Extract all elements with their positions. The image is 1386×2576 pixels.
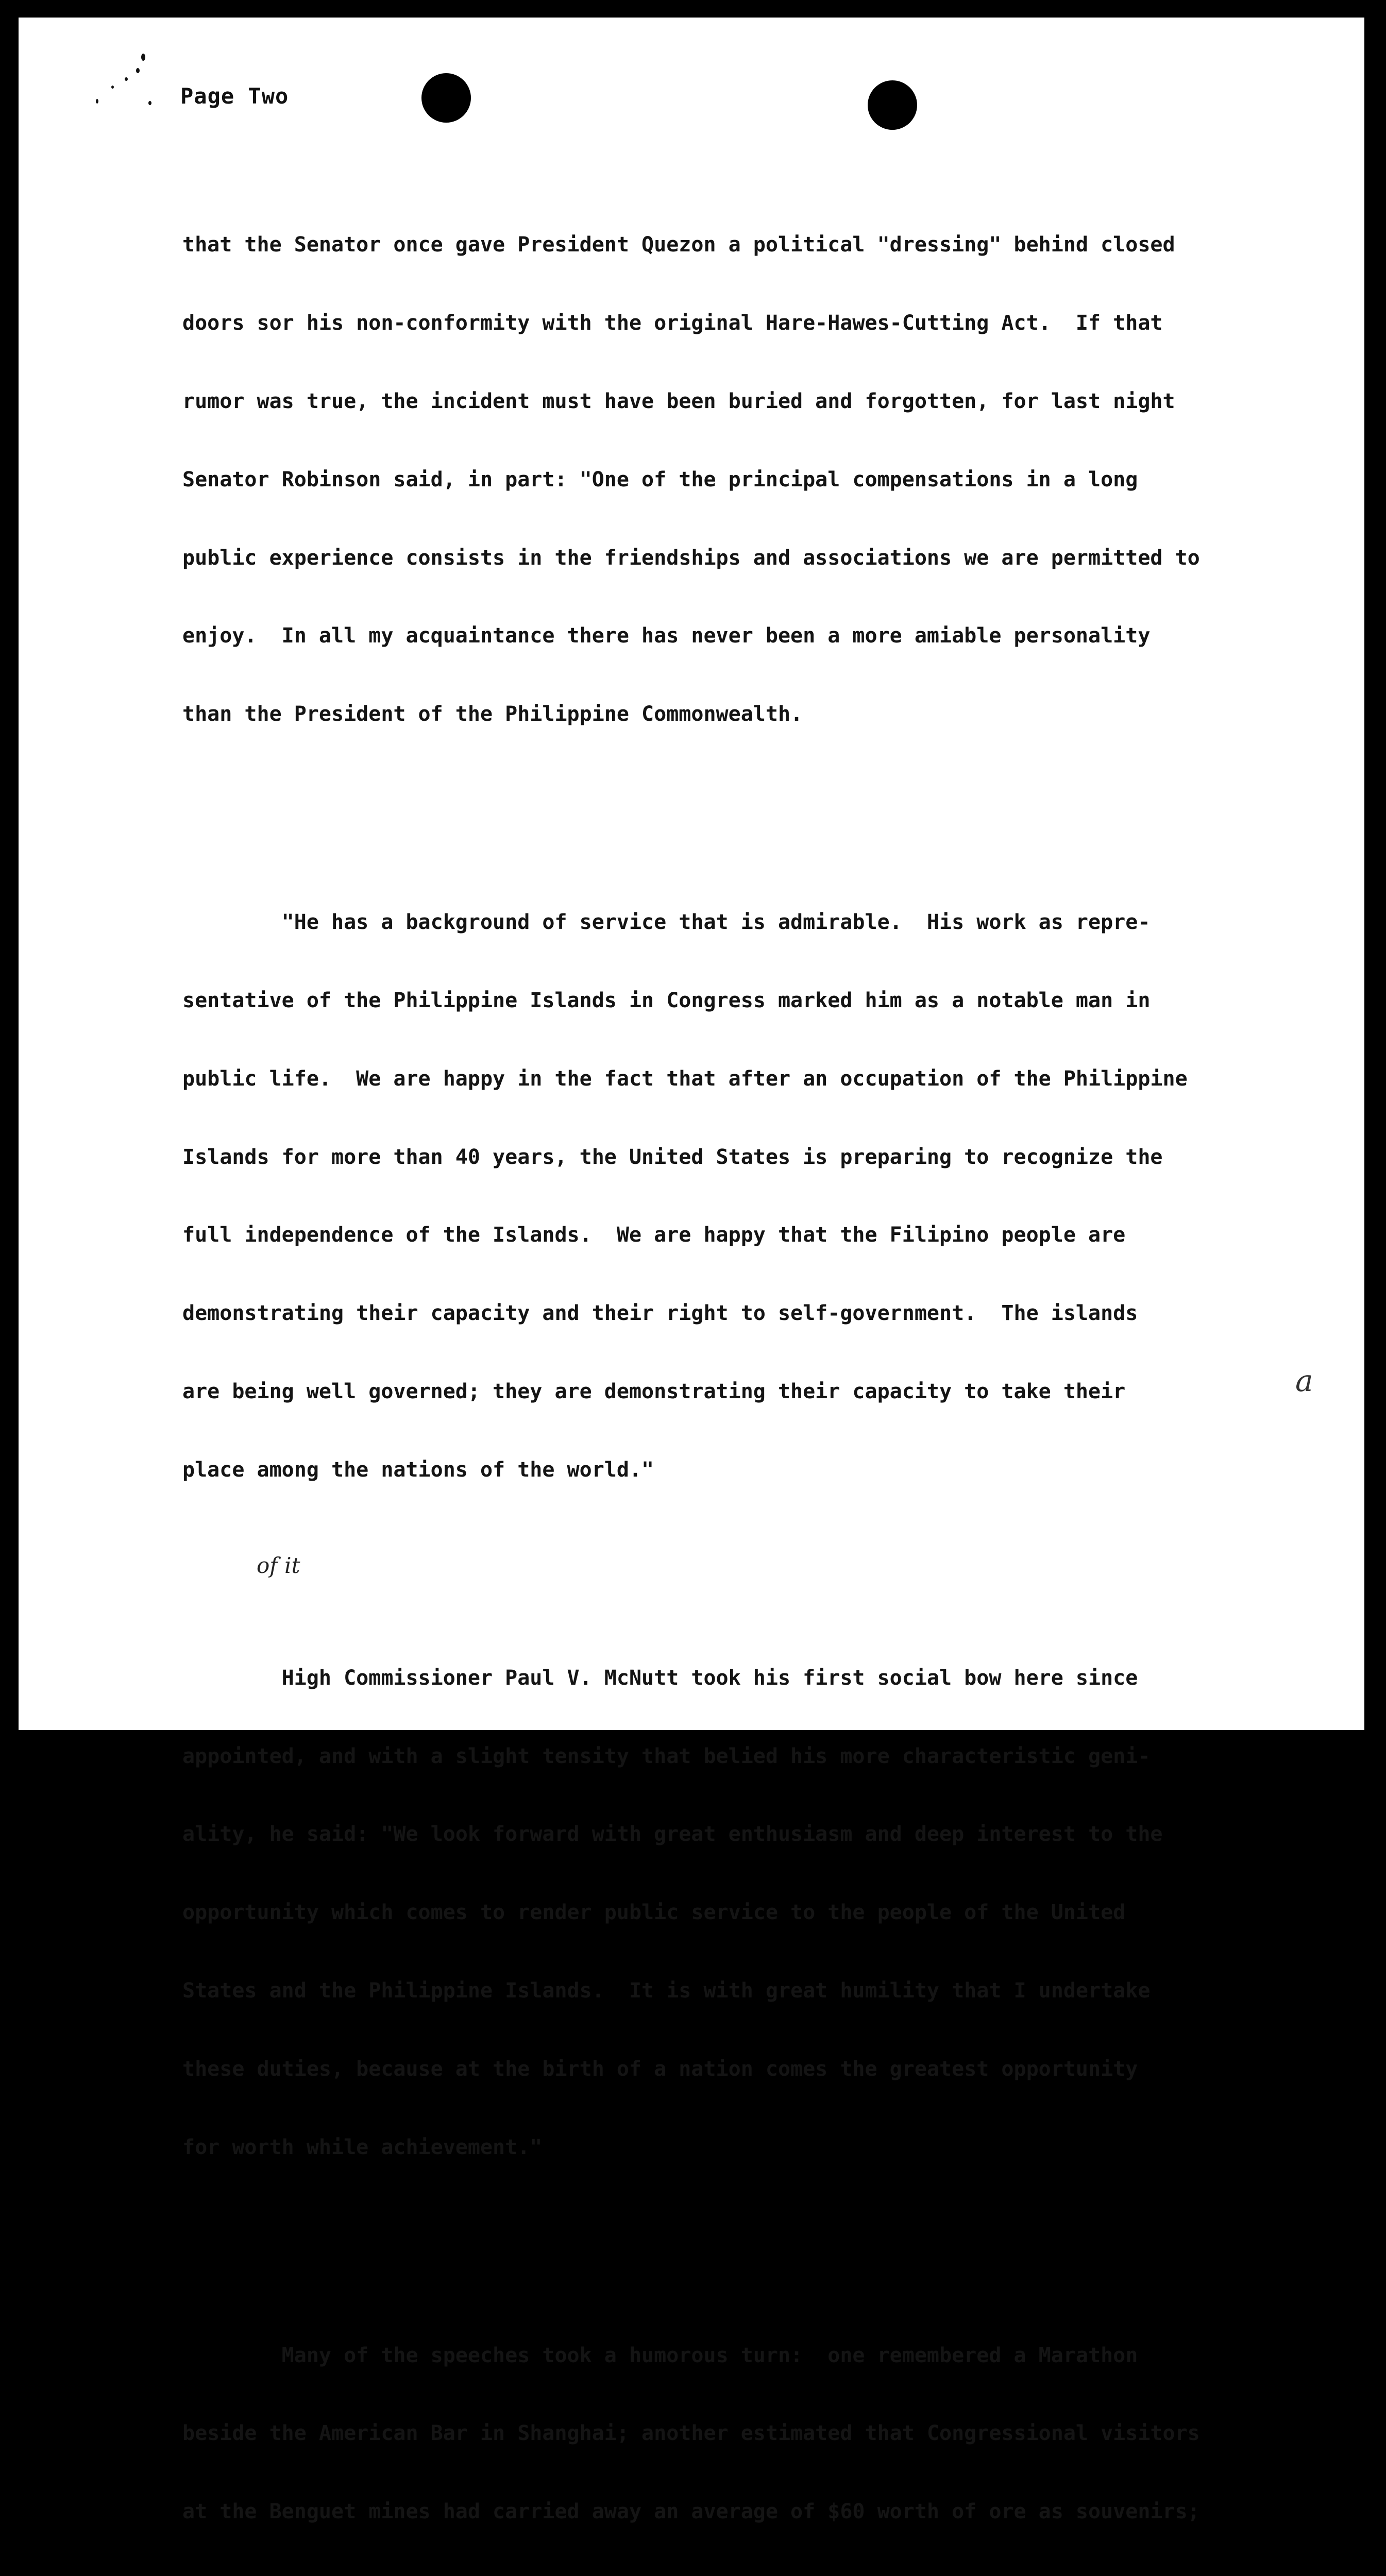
- text-line: Senator Robinson said, in part: "One of the principal compensations in a long: [182, 467, 1347, 493]
- text-line: ality, he said: "We look forward with great enthusiasm and deep interest to the: [182, 1821, 1347, 1848]
- text-line: these duties, because at the birth of a nation comes the greatest opportunity: [182, 2056, 1347, 2082]
- text-line: for worth while achievement.": [182, 2134, 1347, 2161]
- stray-mark: [111, 86, 114, 89]
- paragraph: [182, 180, 1347, 779]
- punch-hole-right: [868, 80, 917, 130]
- text-line: public experience consists in the friendships and associations we are permitted to: [182, 545, 1347, 571]
- text-line: States and the Philippine Islands. It is with great humility that I undertake: [182, 1978, 1347, 2004]
- body-text: [182, 128, 1347, 2576]
- text-line: sentative of the Philippine Islands in Congress marked him as a notable man in: [182, 988, 1347, 1014]
- text-line: doors sor his non-conformity with the original Hare-Hawes-Cutting Act. If that: [182, 310, 1347, 336]
- text-line: are being well governed; they are demonstrating their capacity to take their: [182, 1379, 1347, 1405]
- text-line: rumor was true, the incident must have been buried and forgotten, for last night: [182, 388, 1347, 415]
- text-line: Islands for more than 40 years, the United States is preparing to recognize the: [182, 1144, 1347, 1171]
- stray-mark: [148, 101, 151, 105]
- text-line: Many of the speeches took a humorous turn: one remembered a Marathon: [182, 2343, 1347, 2369]
- text-line: enjoy. In all my acquaintance there has never been a more amiable personality: [182, 623, 1347, 649]
- handwritten-margin-mark: a: [1295, 1363, 1313, 1398]
- text-line: appointed, and with a slight tensity that belied his more characteristic geni-: [182, 1743, 1347, 1770]
- document-page: [19, 18, 1364, 1730]
- text-line: place among the nations of the world.": [182, 1457, 1347, 1483]
- paragraph: [182, 857, 1347, 1535]
- stray-mark: [125, 77, 128, 81]
- paragraph: [182, 1613, 1347, 2213]
- text-line: public life. We are happy in the fact that after an occupation of the Philippine: [182, 1066, 1347, 1092]
- page-label: Page Two: [180, 83, 289, 109]
- text-line: demonstrating their capacity and their right to self-government. The islands: [182, 1300, 1347, 1327]
- stray-mark: [136, 68, 140, 73]
- stray-mark: [96, 99, 98, 104]
- text-line: full independence of the Islands. We are happy that the Filipino people are: [182, 1222, 1347, 1248]
- handwritten-insertion: of it: [257, 1553, 300, 1578]
- text-line: opportunity which comes to render public service to the people of the United: [182, 1900, 1347, 1926]
- text-line: High Commissioner Paul V. McNutt took his first social bow here since: [182, 1665, 1347, 1691]
- text-line: than the President of the Philippine Commonwealth.: [182, 701, 1347, 727]
- paragraph: [182, 2291, 1347, 2576]
- text-line: "He has a background of service that is admirable. His work as repre-: [182, 909, 1347, 936]
- text-line: beside the American Bar in Shanghai; another estimated that Congressional visitors: [182, 2420, 1347, 2447]
- punch-hole-left: [421, 73, 471, 123]
- text-line: at the Benguet mines had carried away an average of $60 worth of ore as souvenirs;: [182, 2499, 1347, 2525]
- text-line: that the Senator once gave President Quezon a political "dressing" behind closed: [182, 232, 1347, 258]
- stray-mark: [141, 54, 145, 61]
